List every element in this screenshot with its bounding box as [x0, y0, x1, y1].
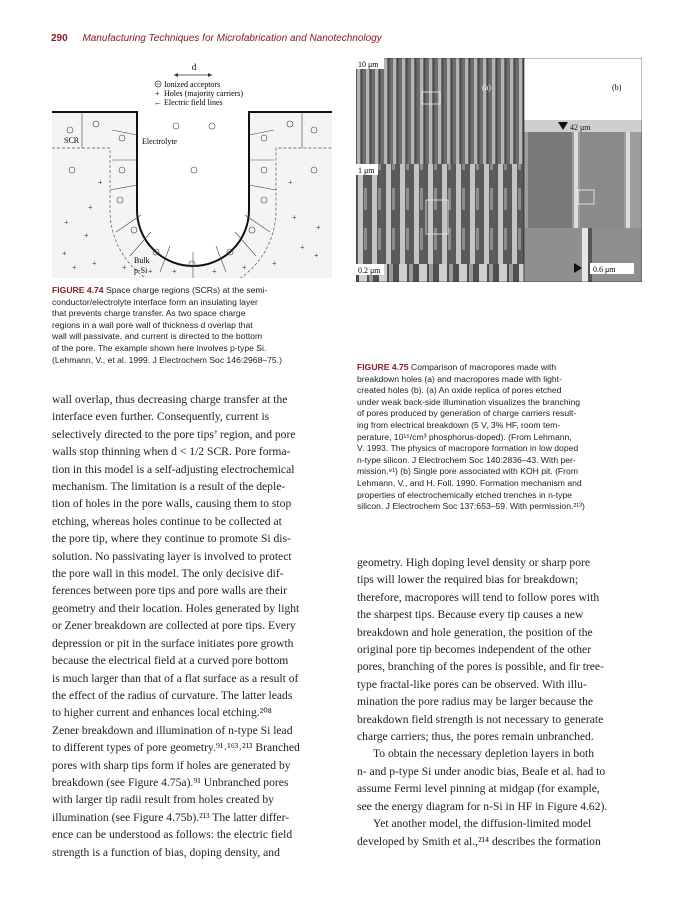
svg-text:+: + — [316, 223, 321, 232]
text-line: because the electrical field at a curved pore bottom — [52, 654, 289, 668]
caption-line: regions in a wall pore wall of thickness d overlap that — [52, 319, 253, 330]
svg-text:+: + — [212, 267, 217, 276]
text-line: wall overlap, thus decreasing charge transfer at the — [52, 393, 288, 406]
text-line: or Zener breakdown are collected at pore tips. Every — [52, 619, 296, 633]
running-title: Manufacturing Techniques for Microfabrication and Nanotechnology — [82, 33, 382, 44]
caption-line: ing from electrical breakdown (5 V, 3% HF, room tem- — [357, 419, 561, 430]
caption-line: Lehmann, V., and H. Foll. 1990. Formation mechanism and — [357, 477, 582, 488]
svg-text:+: + — [172, 267, 177, 276]
d-label: d — [191, 62, 197, 72]
svg-text:+: + — [272, 259, 277, 268]
svg-text:+: + — [300, 243, 305, 252]
svg-text:+: + — [292, 213, 297, 222]
text-line: etching, whereas holes continue to be collected at — [52, 514, 282, 528]
text-line: to higher current and enhances local etching.²⁰⁸ — [52, 706, 272, 720]
text-line: assume Fermi level pinning at midgap (for example, — [357, 782, 600, 796]
figure-4-74-diagram — [52, 60, 332, 278]
panel-a-top — [356, 58, 524, 164]
text-line: charge carriers; thus, the pores remain unbranched. — [357, 730, 594, 744]
text-line: illumination (see Figure 4.75b).²¹³ The latter differ- — [52, 810, 290, 824]
caption-line: Space charge regions (SCRs) at the semi- — [105, 285, 268, 295]
left-body-column — [52, 391, 337, 861]
text-line: the pore tip, where they continue to promote Si dis- — [52, 532, 291, 546]
scale-06um: 0.6 μm — [593, 265, 616, 274]
caption-line: created holes (b). (a) An oxide replica of pores etched — [357, 385, 562, 396]
caption-line: of the pore. The example shown here involves p-type Si. — [52, 342, 267, 353]
text-line: ence can be understood as follows: the electric field — [52, 828, 293, 842]
text-line: n- and p-type Si under anodic bias, Beale et al. had to — [357, 764, 606, 778]
page-number: 290 — [51, 33, 68, 44]
svg-text:+: + — [64, 218, 69, 227]
text-line: Zener breakdown and illumination of n-type Si lead — [52, 723, 293, 737]
panel-b-label-area — [524, 58, 642, 120]
text-line: the sharpest tips. Because every tip causes a new — [357, 608, 584, 622]
text-line: breakdown and hole generation, the position of the — [357, 625, 593, 639]
panel-a-middle — [356, 164, 524, 264]
scale-42um: 42 μm — [570, 123, 591, 132]
figure-4-74-caption — [52, 285, 330, 366]
caption-line: wall will passivate, and current is directed to the bottom — [52, 331, 263, 342]
legend-holes: Holes (majority carriers) — [164, 89, 244, 98]
caption-line: V. 1993. The physics of macropore formation in low doped — [357, 443, 579, 454]
scale-10um: 10 μm — [358, 60, 379, 69]
text-line: solution. No passivating layer is involved to protect — [52, 549, 292, 563]
svg-text:+: + — [92, 259, 97, 268]
caption-line: (Lehmann, V., et al. 1999. J Electrochem Soc 146:2968–75.) — [52, 354, 282, 365]
svg-text:+: + — [88, 203, 93, 212]
text-line: pores with sharp tips form if holes are generated by — [52, 758, 291, 772]
hole-symbol: + — [155, 89, 160, 98]
text-line: the pore wall in this model. The only decisive dif- — [52, 567, 284, 581]
caption-line: silicon. J Electrochem Soc 137:653–59. With permission.²¹³) — [357, 501, 585, 512]
text-line: breakdown (see Figure 4.75a).⁹¹ Unbranched pores — [52, 775, 289, 789]
text-line: mination the pore radius may be larger because the — [357, 695, 594, 709]
figure-4-75-caption — [357, 362, 647, 513]
right-paragraph-2 — [357, 745, 642, 815]
text-line: tion of holes in the pore walls, causing them to stop — [52, 497, 292, 511]
caption-line: of pores produced by generation of charge carriers result- — [357, 408, 577, 419]
scale-02um: 0.2 μm — [358, 266, 381, 275]
caption-line: properties of electrochemically etched trenches in n-type — [357, 489, 572, 500]
label-a: (a) — [482, 83, 491, 92]
svg-text:+: + — [288, 178, 293, 187]
text-line: breakdown field strength is not necessary to generate — [357, 712, 604, 726]
label-b: (b) — [612, 83, 622, 92]
text-line: type fractal-like pores can be observed. With illu- — [357, 677, 587, 691]
svg-text:+: + — [98, 178, 103, 187]
figure-4-74-caption-label: FIGURE 4.74 — [52, 285, 104, 295]
svg-text:+: + — [242, 263, 247, 272]
caption-line: conductor/electrolyte interface form an insulating layer — [52, 296, 258, 307]
caption-line: perature, 10¹⁵/cm³ phosphorus-doped). (From Lehmann, — [357, 431, 572, 442]
right-paragraph-3 — [357, 815, 642, 850]
text-line: geometry. High doping level density or sharp pore — [357, 556, 591, 569]
svg-text:+: + — [84, 231, 89, 240]
text-line: selectively directed to the pore tips’ region, and pore — [52, 427, 296, 441]
psi-label: p-Si — [134, 266, 148, 275]
text-line: strength is a function of bias, doping density, and — [52, 845, 280, 859]
field-arrow-symbol: ← — [154, 98, 162, 107]
text-line: therefore, macropores will tend to follow pores with — [357, 590, 600, 604]
legend-ionized: Ionized acceptors — [164, 80, 221, 89]
scale-1um: 1 μm — [358, 166, 375, 175]
caption-line: n-type silicon. J Electrochem Soc 140:2836–43. With per- — [357, 454, 576, 465]
text-line: depression or pit in the surface initiates pore growth — [52, 636, 294, 650]
right-paragraph-1 — [357, 554, 642, 745]
electrolyte-label: Electrolyte — [142, 137, 178, 146]
svg-text:+: + — [122, 263, 127, 272]
text-line: the effect of the radius of curvature. The latter leads — [52, 688, 293, 702]
text-line: tion in this model is a self-adjusting electrochemical — [52, 462, 295, 476]
svg-text:+: + — [314, 251, 319, 260]
bulk-label: Bulk — [134, 256, 150, 265]
text-line: tips will lower the required bias for breakdown; — [357, 573, 579, 587]
text-line: original pore tip becomes independent of the other — [357, 643, 592, 657]
svg-text:+: + — [72, 263, 77, 272]
legend-efield: Electric field lines — [164, 98, 223, 107]
text-line: mechanism. The limitation is a result of the deple- — [52, 480, 286, 494]
left-paragraph — [52, 391, 337, 861]
svg-text:+: + — [62, 249, 67, 258]
text-line: Yet another model, the diffusion-limited model — [373, 817, 592, 831]
right-body-column — [357, 554, 642, 850]
running-header — [51, 33, 382, 44]
caption-line: breakdown holes (a) and macropores made with light- — [357, 373, 562, 384]
text-line: to different types of pore geometry.⁹¹˒¹⁶³˒²¹³ Branched — [52, 741, 300, 755]
text-line: is much larger than that of a flat surface as a result of — [52, 671, 299, 685]
caption-line: Comparison of macropores made with — [410, 362, 557, 372]
svg-text:+: + — [148, 267, 153, 276]
figure-4-75-micrographs — [356, 58, 642, 282]
text-line: developed by Smith et al.,²¹⁴ describes the formation — [357, 834, 601, 848]
text-line: geometry and their location. Holes generated by light — [52, 601, 300, 615]
text-line: with larger tip radii result from holes created by — [52, 793, 274, 807]
text-line: walls stop thinning when d < 1/2 SCR. Pore forma- — [52, 445, 291, 459]
silicon-substrate — [52, 112, 332, 278]
caption-line: that prevents charge transfer. As two space charge — [52, 308, 246, 319]
scr-label: SCR — [64, 136, 80, 145]
figure-4-75-caption-label: FIGURE 4.75 — [357, 362, 409, 372]
text-line: see the energy diagram for n-Si in HF in Figure 4.62). — [357, 799, 608, 813]
text-line: interface even further. Consequently, current is — [52, 410, 270, 424]
text-line: ferences between pore tips and pore walls are their — [52, 584, 287, 598]
text-line: To obtain the necessary depletion layers in both — [373, 747, 595, 761]
text-line: pores, branching of the pores is possible, and fir tree- — [357, 660, 604, 674]
caption-line: under weak back-side illumination visualizes the branching — [357, 396, 581, 407]
caption-line: mission.⁹¹) (b) Single pore associated with KOH pit. (From — [357, 466, 578, 477]
